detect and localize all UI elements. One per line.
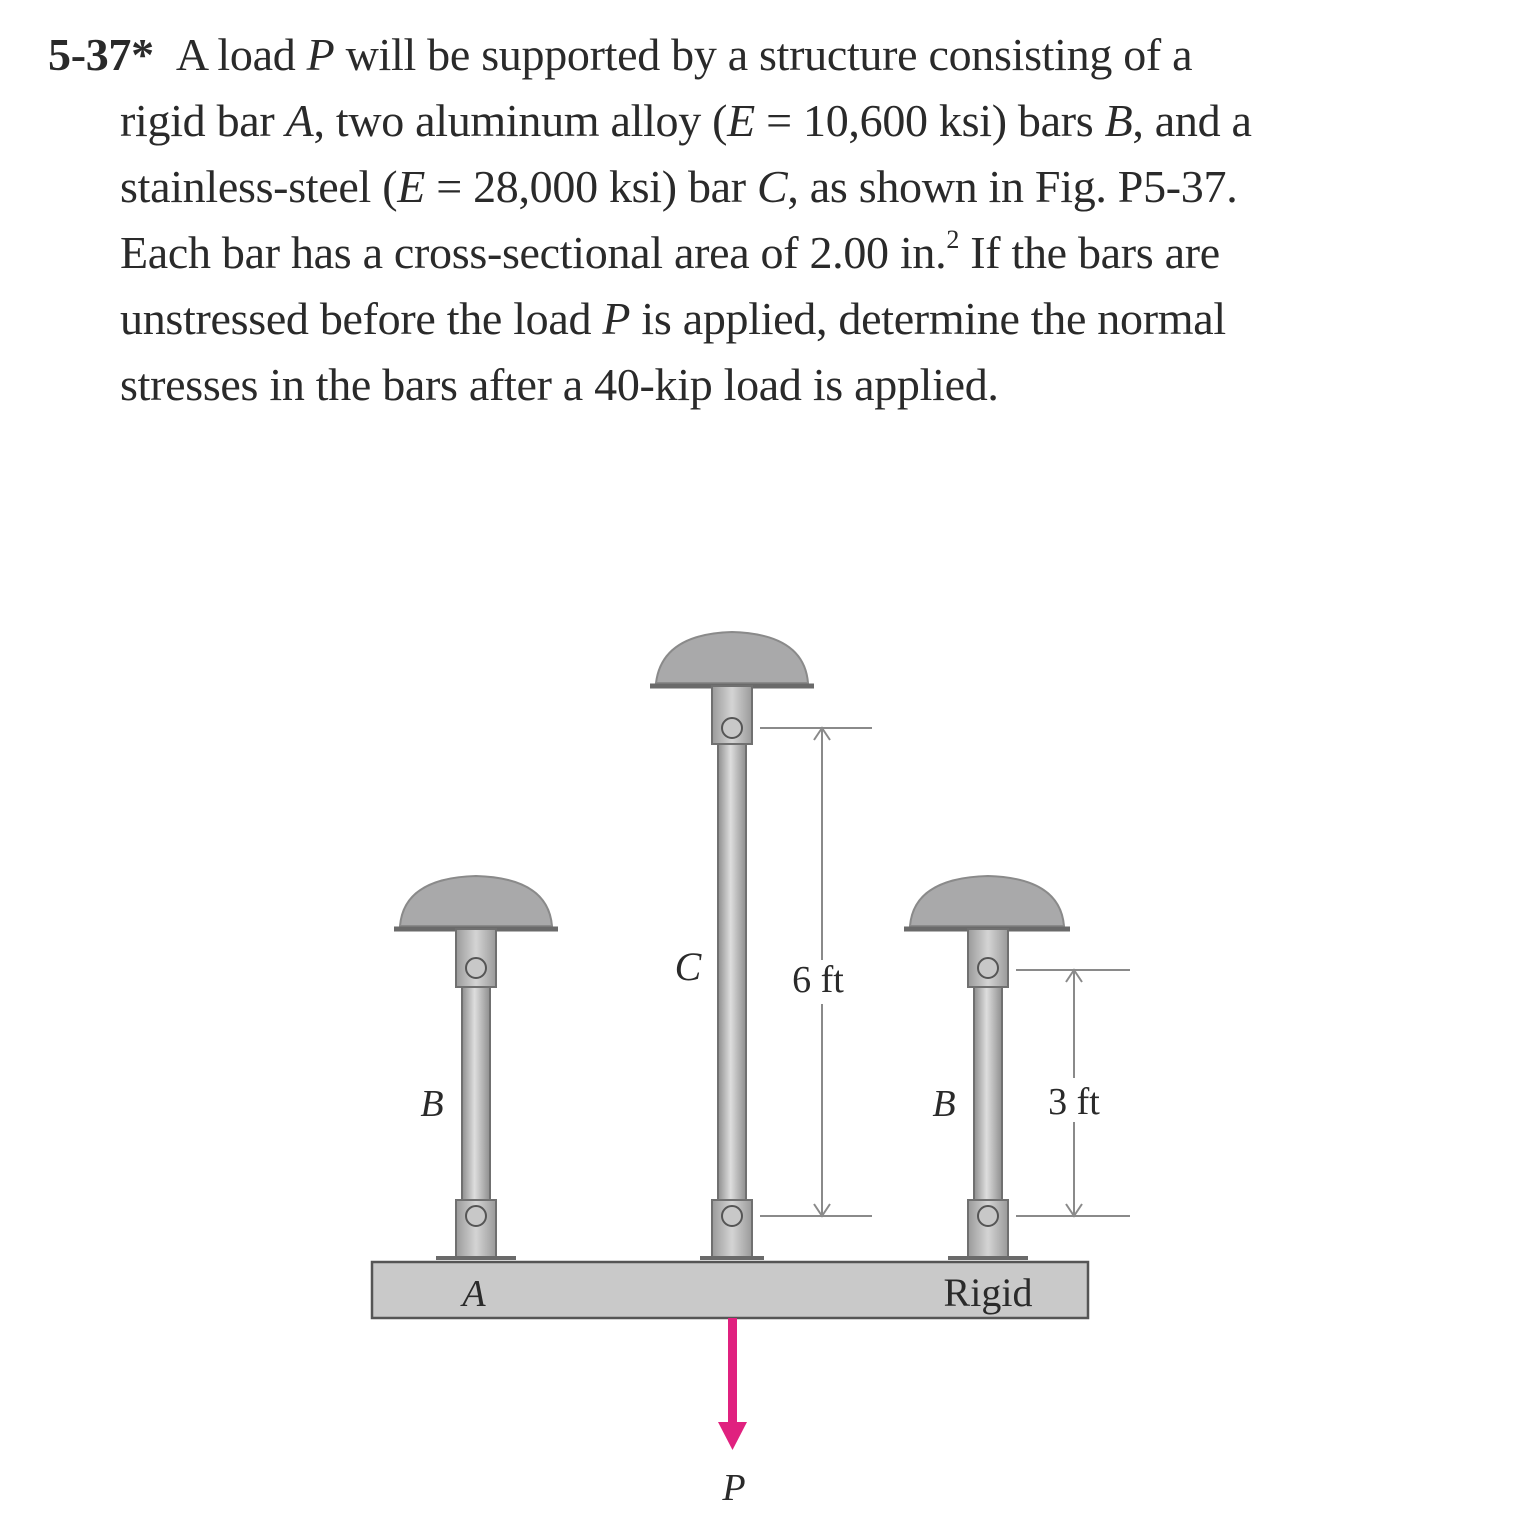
problem-text: , two aluminum alloy ( [313,95,728,146]
label-rigid: Rigid [943,1270,1033,1315]
problem-variable: E [397,161,426,212]
support-b-left [394,876,558,929]
label-b-left: B [420,1083,444,1125]
problem-variable: P [602,293,631,344]
problem-text: unstressed before the load [120,293,603,344]
problem-text: A load [175,29,307,80]
label-dim-3ft: 3 ft [1048,1081,1100,1123]
problem-superscript: 2 [946,225,960,254]
label-a: A [462,1273,486,1315]
problem-text: If the bars are [959,227,1220,278]
load-arrow-p [718,1318,747,1450]
problem-variable: E [727,95,755,146]
problem-text: = 28,000 ksi) bar [425,161,758,212]
label-c: C [674,944,702,989]
problem-text: stresses in the bars after a 40-kip load is applied. [120,359,999,410]
problem-variable: C [757,161,788,212]
problem-number: 5-37* [48,29,154,80]
problem-variable: A [285,95,314,146]
bar-b-right [948,929,1028,1258]
problem-text: stainless-steel ( [120,161,398,212]
problem-text: will be supported by a structure consisting of a [334,29,1193,80]
problem-variable: B [1104,95,1133,146]
problem-text: = 10,600 ksi) bars [754,95,1105,146]
support-b-right [904,876,1070,929]
problem-text: , as shown in Fig. P5-37. [787,161,1238,212]
problem-variable: P [306,29,335,80]
bar-c [700,686,764,1258]
label-p: P [722,1467,746,1509]
bar-b-left [436,929,516,1258]
problem-text: rigid bar [120,95,286,146]
problem-text: Each bar has a cross-sectional area of 2.00 in. [120,227,947,278]
support-c [650,632,814,686]
problem-text: is applied, determine the normal [630,293,1226,344]
label-b-right: B [932,1083,956,1125]
label-dim-6ft: 6 ft [792,959,844,1001]
problem-text: , and a [1132,95,1252,146]
